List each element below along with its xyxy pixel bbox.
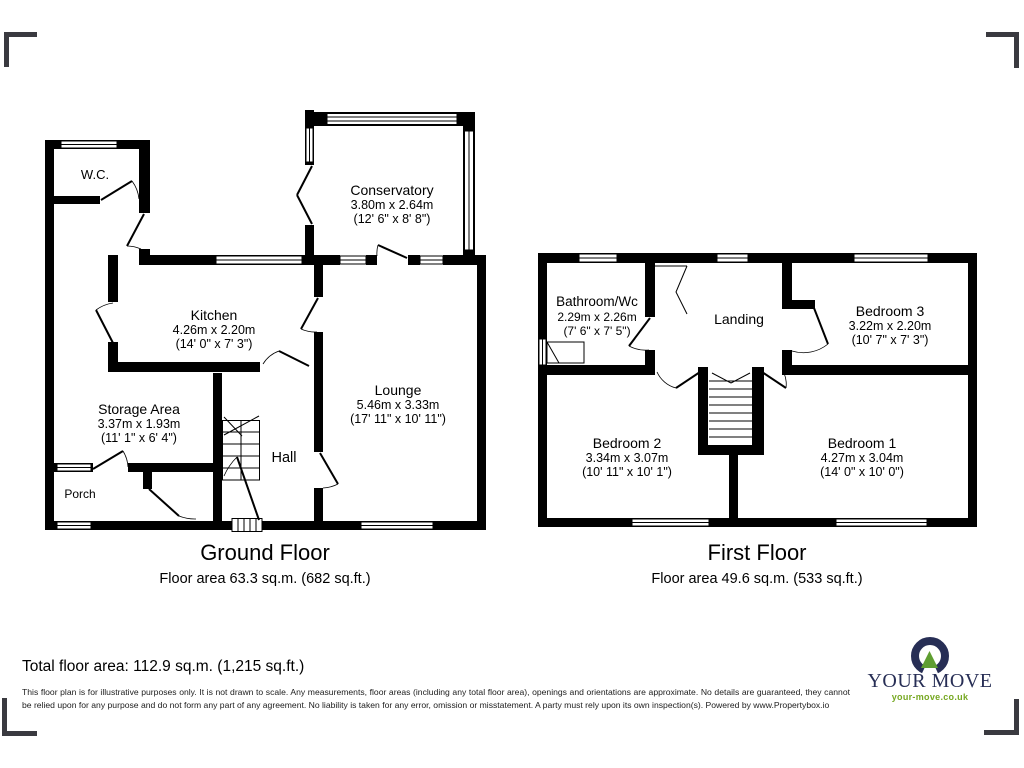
room-label-kitchen	[173, 307, 256, 351]
room-name: Bathroom/Wc	[556, 294, 638, 309]
room-dims-metric: 3.22m x 2.20m	[848, 319, 932, 333]
room-dims-imperial: (12' 6" x 8' 8")	[353, 212, 431, 226]
first-floor-stairs	[709, 373, 752, 437]
room-label-bedroom-1	[820, 435, 904, 479]
room-label-conservatory	[350, 182, 433, 226]
room-name: Bedroom 2	[592, 435, 662, 451]
room-name: Hall	[271, 450, 297, 466]
room-dims-metric: 4.26m x 2.20m	[172, 323, 256, 337]
your-move-url: your-move.co.uk	[891, 692, 969, 702]
disclaimer-text: This floor plan is for illustrative purposes only. It is not drawn to scale. Any measurements, floor areas (including any total floor area), openings and orientations are approximate. No details are guaranteed, they cannot be relied upon for any purpose and do not form any part of any agreement. No liability is taken for any error, omission or misstatement. A party must rely upon its own inspection(s). Powered by www.Propertybox.io	[22, 687, 850, 710]
room-dims-imperial: (10' 7" x 7' 3")	[851, 333, 929, 347]
room-label-bathroom-wc	[556, 294, 638, 338]
room-label-bedroom-3	[849, 303, 932, 347]
ground-floor-walls	[45, 110, 486, 530]
ground-floor-title: Ground Floor	[200, 540, 330, 565]
logo-roof-triangle	[921, 651, 938, 668]
bath-fixture	[547, 342, 584, 363]
room-dims-imperial: (11' 1" x 6' 4")	[101, 431, 177, 445]
room-name: Conservatory	[350, 182, 434, 198]
ground-floor-plan	[45, 110, 486, 532]
entrance-steps	[232, 519, 262, 532]
room-label-bedroom-2	[582, 435, 672, 479]
room-dims-imperial: (14' 0" x 7' 3")	[175, 337, 253, 351]
room-dims-metric: 2.29m x 2.26m	[557, 310, 637, 324]
corner-marks	[2, 32, 1019, 736]
room-name: Bedroom 3	[855, 303, 925, 319]
first-floor-title: First Floor	[707, 540, 807, 565]
your-move-logo-text: YOUR MOVE	[867, 670, 993, 692]
room-dims-metric: 3.34m x 3.07m	[585, 451, 669, 465]
room-name: Porch	[64, 487, 96, 501]
room-name: Lounge	[374, 382, 422, 398]
room-name: Landing	[714, 311, 764, 327]
total-floor-area: Total floor area: 112.9 sq.m. (1,215 sq.ft.)	[22, 658, 305, 675]
room-dims-imperial: (14' 0" x 10' 0")	[820, 465, 904, 479]
first-floor-area: Floor area 49.6 sq.m. (533 sq.ft.)	[651, 571, 863, 587]
room-label-porch	[64, 487, 95, 501]
ground-floor-stairs	[223, 416, 260, 480]
room-name: Bedroom 1	[827, 435, 897, 451]
room-label-landing	[714, 311, 764, 327]
room-label-wc	[81, 167, 109, 182]
room-dims-metric: 3.37m x 1.93m	[97, 417, 181, 431]
room-label-hall	[272, 450, 297, 466]
room-dims-metric: 4.27m x 3.04m	[820, 451, 904, 465]
room-dims-imperial: (7' 6" x 7' 5")	[563, 324, 631, 338]
room-name: W.C.	[80, 167, 110, 182]
room-name: Kitchen	[190, 307, 238, 323]
room-dims-imperial: (17' 11" x 10' 11")	[350, 412, 446, 426]
ground-floor-area: Floor area 63.3 sq.m. (682 sq.ft.)	[159, 571, 371, 587]
room-dims-metric: 3.80m x 2.64m	[350, 198, 434, 212]
room-dims-imperial: (10' 11" x 10' 1")	[582, 465, 672, 479]
room-name: Storage Area	[98, 401, 180, 417]
airing-cupboard	[655, 266, 687, 314]
ground-floor-windows	[57, 114, 474, 530]
room-label-storage-area	[98, 401, 181, 445]
room-dims-metric: 5.46m x 3.33m	[356, 398, 440, 412]
room-label-lounge	[350, 382, 446, 426]
